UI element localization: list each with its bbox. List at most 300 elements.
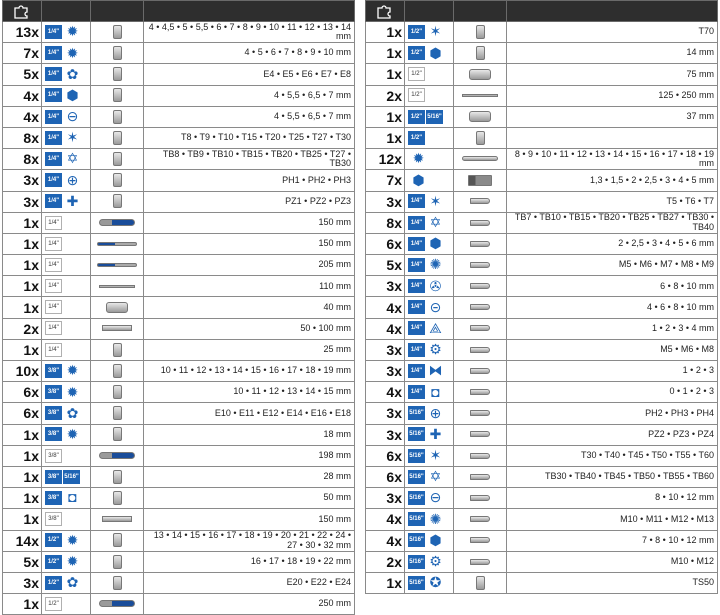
tool-image-cell	[454, 382, 507, 403]
tool-image-cell	[454, 318, 507, 339]
bit-image	[470, 304, 490, 310]
drive-cell	[42, 22, 91, 43]
drive-size-badge: 1/4"	[408, 216, 425, 230]
table-row	[366, 85, 718, 106]
ratchet-image	[99, 219, 135, 226]
quantity-cell: 12x	[366, 149, 405, 170]
socket-image	[476, 25, 485, 39]
tool-image-cell	[91, 530, 144, 551]
torx-plus-icon: ✪	[429, 574, 442, 591]
drive-cell	[405, 318, 454, 339]
quantity-cell: 1x	[3, 466, 42, 487]
drive-cell	[405, 382, 454, 403]
quantity-cell: 1x	[3, 276, 42, 297]
quantity-cell: 4x	[366, 297, 405, 318]
drive-size-badge: 1/4"	[408, 194, 425, 208]
size-spec-cell: 75 mm	[507, 64, 718, 85]
drive-size-badge: 1/4"	[408, 385, 425, 399]
spline-icon: ✺	[429, 256, 442, 273]
tool-image-cell	[454, 509, 507, 530]
drive-size-badge: 5/16"	[408, 555, 425, 569]
size-spec-cell: 250 mm	[144, 594, 355, 615]
tool-image-cell	[91, 191, 144, 212]
tool-image-cell	[454, 127, 507, 148]
table-row	[3, 106, 355, 127]
table-row	[366, 22, 718, 43]
socket-image	[113, 555, 122, 569]
quantity-cell: 8x	[3, 149, 42, 170]
tool-image-cell	[91, 85, 144, 106]
drive-size-badge: 1/2"	[408, 25, 425, 39]
drive-cell	[405, 85, 454, 106]
size-spec-cell: T70	[507, 22, 718, 43]
tri-point-icon: ⟁	[429, 319, 442, 336]
size-spec-cell: TB30 • TB40 • TB45 • TB50 • TB55 • TB60	[507, 466, 718, 487]
tool-image-cell	[454, 64, 507, 85]
size-spec-cell: 125 • 250 mm	[507, 85, 718, 106]
drive-cell	[405, 466, 454, 487]
tool-image-cell	[454, 170, 507, 191]
socket-image	[476, 131, 485, 145]
size-spec-cell: M10 • M11 • M12 • M13	[507, 509, 718, 530]
drive-size-badge: 5/16"	[408, 427, 425, 441]
drive-size-badge: 1/4"	[408, 364, 425, 378]
bar-image	[99, 285, 135, 288]
size-spec-cell: 14 mm	[507, 43, 718, 64]
tool-image-cell	[454, 233, 507, 254]
drive-size-badge: 1/4"	[45, 46, 62, 60]
size-spec-cell: 150 mm	[144, 212, 355, 233]
drive-size-badge: 1/4"	[45, 173, 62, 187]
table-row	[366, 64, 718, 85]
quantity-cell: 3x	[366, 403, 405, 424]
drive-size-badge: 5/16"	[408, 576, 425, 590]
size-spec-cell: PH1 • PH2 • PH3	[144, 170, 355, 191]
table-row	[366, 530, 718, 551]
table-header-row	[366, 1, 718, 22]
e-torx-icon: ✿	[66, 65, 79, 82]
size-spec-cell: 16 • 17 • 18 • 19 • 22 mm	[144, 551, 355, 572]
table-row	[366, 191, 718, 212]
drive-size-badge: 1/4"	[408, 343, 425, 357]
tool-image-cell	[454, 445, 507, 466]
quantity-cell: 8x	[3, 127, 42, 148]
quantity-cell: 1x	[366, 64, 405, 85]
drive-cell	[405, 361, 454, 382]
slotted-icon: ⊖	[66, 108, 79, 125]
drive-cell	[42, 488, 91, 509]
drive-cell	[42, 361, 91, 382]
torx-icon: ✶	[429, 192, 442, 209]
puzzle-piece-icon	[12, 3, 32, 19]
drive-size-badge: 1/2"	[408, 67, 425, 81]
socket-image	[113, 343, 122, 357]
tool-image-cell	[91, 22, 144, 43]
table-row	[3, 64, 355, 85]
drive-size-badge: 1/2"	[408, 131, 425, 145]
tool-image-cell	[454, 403, 507, 424]
size-spec-cell: 150 mm	[144, 509, 355, 530]
socket-image	[113, 427, 122, 441]
drive-size-badge: 1/4"	[45, 258, 62, 272]
12-point-icon: ✹	[66, 23, 79, 40]
table-row	[3, 255, 355, 276]
socket-image	[113, 152, 122, 166]
size-spec-cell: 4 • 6 • 8 • 10 mm	[507, 297, 718, 318]
drive-size-badge: 1/4"	[45, 67, 62, 81]
tool-image-cell	[91, 106, 144, 127]
tool-image-cell	[91, 43, 144, 64]
tool-image-cell	[91, 297, 144, 318]
table-row	[366, 466, 718, 487]
drive-size-badge: 1/4"	[45, 152, 62, 166]
adapter-size-badge: 5/16"	[426, 110, 443, 124]
drive-cell	[42, 127, 91, 148]
quantity-cell: 7x	[366, 170, 405, 191]
slotted-icon: ⊖	[429, 489, 442, 506]
table-row	[3, 445, 355, 466]
quantity-cell: 6x	[3, 403, 42, 424]
size-spec-cell: 4 • 5,5 • 6,5 • 7 mm	[144, 106, 355, 127]
drive-cell	[42, 297, 91, 318]
drive-size-badge: 1/2"	[45, 533, 62, 547]
wrench-image	[462, 156, 498, 161]
joint-image	[469, 69, 491, 80]
drive-size-badge: 1/4"	[45, 110, 62, 124]
size-spec-cell: 198 mm	[144, 445, 355, 466]
tool-image-cell	[91, 255, 144, 276]
drive-size-badge: 1/4"	[45, 321, 62, 335]
quantity-cell: 7x	[3, 43, 42, 64]
quantity-cell: 8x	[366, 212, 405, 233]
e-torx-icon: ✿	[66, 404, 79, 421]
header-drive-cell	[42, 1, 91, 22]
table-row	[3, 43, 355, 64]
table-row	[3, 551, 355, 572]
tool-image-cell	[91, 361, 144, 382]
tool-image-cell	[454, 572, 507, 593]
left-parts-table	[2, 0, 355, 615]
drive-size-badge: 1/4"	[408, 279, 425, 293]
tool-image-cell	[454, 466, 507, 487]
socket-image	[476, 576, 485, 590]
socket-image	[113, 491, 122, 505]
hex-icon: ⬢	[429, 44, 442, 61]
socket-image	[113, 470, 122, 484]
tri-wing-icon: ✇	[429, 277, 442, 294]
table-row	[3, 191, 355, 212]
xzn-icon: ⚙	[429, 341, 442, 358]
header-drive-cell	[405, 1, 454, 22]
12-point-icon: ✹	[66, 425, 79, 442]
socket-image	[113, 364, 122, 378]
drive-cell	[405, 509, 454, 530]
tool-image-cell	[454, 297, 507, 318]
drive-size-badge: 1/2"	[45, 576, 62, 590]
torx-security-icon: ✡	[429, 468, 442, 485]
drive-cell	[42, 106, 91, 127]
drive-size-badge: 1/2"	[45, 555, 62, 569]
size-spec-cell: M5 • M6 • M7 • M8 • M9	[507, 255, 718, 276]
tool-image-cell	[91, 403, 144, 424]
size-spec-cell: 28 mm	[144, 466, 355, 487]
table-row	[366, 149, 718, 170]
quantity-cell: 1x	[366, 106, 405, 127]
tool-image-cell	[454, 424, 507, 445]
drive-size-badge: 1/4"	[45, 279, 62, 293]
quantity-cell: 1x	[3, 488, 42, 509]
quantity-cell: 5x	[3, 551, 42, 572]
bit-image	[470, 368, 490, 374]
quantity-cell: 4x	[3, 85, 42, 106]
quantity-cell: 3x	[366, 424, 405, 445]
table-row	[366, 551, 718, 572]
table-row	[366, 445, 718, 466]
bit-image	[470, 283, 490, 289]
size-spec-cell: 10 • 11 • 12 • 13 • 14 • 15 mm	[144, 382, 355, 403]
drive-cell	[42, 276, 91, 297]
bit-image	[470, 431, 490, 437]
drive-cell	[405, 43, 454, 64]
socket-image	[113, 194, 122, 208]
quantity-cell: 1x	[3, 297, 42, 318]
socket-image	[113, 131, 122, 145]
quantity-cell: 6x	[366, 466, 405, 487]
size-spec-cell	[507, 127, 718, 148]
torx-icon: ✶	[66, 129, 79, 146]
drive-cell	[42, 339, 91, 360]
xzn-icon: ⚙	[429, 553, 442, 570]
size-spec-cell: 18 mm	[144, 424, 355, 445]
drive-cell	[42, 551, 91, 572]
drive-size-badge: 1/2"	[45, 597, 62, 611]
adapter-size-badge: 5/16"	[63, 470, 80, 484]
socket-image	[113, 88, 122, 102]
size-spec-cell: T30 • T40 • T45 • T50 • T55 • T60	[507, 445, 718, 466]
drive-cell	[42, 255, 91, 276]
tool-image-cell	[454, 361, 507, 382]
quantity-cell: 3x	[366, 276, 405, 297]
drive-cell	[42, 170, 91, 191]
drive-cell	[42, 85, 91, 106]
size-spec-cell: 7 • 8 • 10 • 12 mm	[507, 530, 718, 551]
drive-cell	[42, 318, 91, 339]
drive-cell	[405, 64, 454, 85]
quantity-cell: 1x	[3, 445, 42, 466]
quantity-cell: 3x	[366, 339, 405, 360]
size-spec-cell: T5 • T6 • T7	[507, 191, 718, 212]
quantity-cell: 4x	[366, 509, 405, 530]
spanner-icon: ⊝	[429, 298, 442, 315]
drive-size-badge: 1/2"	[408, 110, 425, 124]
size-spec-cell: E20 • E22 • E24	[144, 572, 355, 593]
tool-image-cell	[91, 572, 144, 593]
right-parts-table	[365, 0, 718, 594]
table-row	[366, 297, 718, 318]
quantity-cell: 13x	[3, 22, 42, 43]
quantity-cell: 1x	[3, 339, 42, 360]
drive-size-badge: 1/4"	[45, 216, 62, 230]
socket-image	[113, 67, 122, 81]
size-spec-cell: M10 • M12	[507, 551, 718, 572]
square-drive-icon: ◘	[68, 489, 77, 506]
drive-size-badge: 1/4"	[408, 321, 425, 335]
table-row	[366, 424, 718, 445]
tool-image-cell	[91, 127, 144, 148]
drive-cell	[42, 64, 91, 85]
tool-image-cell	[454, 276, 507, 297]
socket-image	[113, 25, 122, 39]
bit-image	[470, 325, 490, 331]
quantity-cell: 3x	[366, 488, 405, 509]
drive-cell	[42, 530, 91, 551]
size-spec-cell: 2 • 2,5 • 3 • 4 • 5 • 6 mm	[507, 233, 718, 254]
tool-image-cell	[454, 212, 507, 233]
size-spec-cell: 10 • 11 • 12 • 13 • 14 • 15 • 16 • 17 • 18 • 19 mm	[144, 361, 355, 382]
header-icon-cell	[366, 1, 405, 22]
table-row	[366, 212, 718, 233]
12-point-icon: ✹	[66, 44, 79, 61]
tool-image-cell	[454, 22, 507, 43]
table-row	[3, 149, 355, 170]
drive-cell	[42, 382, 91, 403]
size-spec-cell: 205 mm	[144, 255, 355, 276]
drive-cell	[42, 233, 91, 254]
tool-image-cell	[91, 594, 144, 615]
bit-image	[470, 241, 490, 247]
table-row	[3, 594, 355, 615]
size-spec-cell: E10 • E11 • E12 • E14 • E16 • E18	[144, 403, 355, 424]
bar-image	[462, 94, 498, 97]
drive-size-badge: 3/8"	[45, 449, 62, 463]
tool-image-cell	[91, 276, 144, 297]
12-point-icon: ✹	[66, 362, 79, 379]
extension-image	[102, 516, 132, 522]
drive-cell	[405, 572, 454, 593]
size-spec-cell: 6 • 8 • 10 mm	[507, 276, 718, 297]
size-spec-cell: 25 mm	[144, 339, 355, 360]
size-spec-cell: 110 mm	[144, 276, 355, 297]
header-spec-cell	[507, 1, 718, 22]
drive-size-badge: 3/8"	[45, 491, 62, 505]
table-row	[366, 127, 718, 148]
drive-size-badge: 1/4"	[45, 237, 62, 251]
drive-size-badge: 5/16"	[408, 533, 425, 547]
torx-icon: ✶	[429, 23, 442, 40]
size-spec-cell: 50 • 100 mm	[144, 318, 355, 339]
pozidriv-icon: ✚	[66, 192, 79, 209]
table-row	[3, 424, 355, 445]
drive-cell	[405, 106, 454, 127]
table-row	[366, 170, 718, 191]
12-point-icon: ✹	[66, 383, 79, 400]
table-row	[3, 318, 355, 339]
drive-size-badge: 3/8"	[45, 512, 62, 526]
header-tool-cell	[454, 1, 507, 22]
size-spec-cell: 4 • 5,5 • 6,5 • 7 mm	[144, 85, 355, 106]
table-row	[366, 403, 718, 424]
bit-image	[470, 198, 490, 204]
bit-image	[470, 410, 490, 416]
phillips-icon: ⊕	[66, 171, 79, 188]
table-row	[366, 255, 718, 276]
table-row	[3, 361, 355, 382]
drive-cell	[405, 339, 454, 360]
table-row	[366, 488, 718, 509]
drive-cell	[405, 191, 454, 212]
size-spec-cell: 50 mm	[144, 488, 355, 509]
size-spec-cell: PH2 • PH3 • PH4	[507, 403, 718, 424]
tool-image-cell	[91, 466, 144, 487]
header-tool-cell	[91, 1, 144, 22]
drive-cell	[42, 572, 91, 593]
socket-image	[113, 576, 122, 590]
drive-size-badge: 3/8"	[45, 385, 62, 399]
drive-cell	[42, 509, 91, 530]
quantity-cell: 1x	[3, 594, 42, 615]
bit-image	[470, 516, 490, 522]
table-header-row	[3, 1, 355, 22]
joint-image	[469, 111, 491, 122]
table-row	[366, 339, 718, 360]
drive-size-badge: 5/16"	[408, 512, 425, 526]
socket-image	[476, 46, 485, 60]
quantity-cell: 1x	[3, 424, 42, 445]
drive-cell	[42, 403, 91, 424]
tool-image-cell	[91, 424, 144, 445]
ratchet-image	[99, 452, 135, 459]
drive-size-badge: 1/4"	[45, 343, 62, 357]
tool-image-cell	[91, 170, 144, 191]
tool-image-cell	[454, 149, 507, 170]
quantity-cell: 10x	[3, 361, 42, 382]
drive-size-badge: 3/8"	[45, 364, 62, 378]
socket-image	[113, 533, 122, 547]
phillips-icon: ⊕	[429, 404, 442, 421]
drive-cell	[42, 424, 91, 445]
tool-image-cell	[91, 64, 144, 85]
table-row	[3, 509, 355, 530]
tool-image-cell	[454, 43, 507, 64]
quantity-cell: 2x	[366, 85, 405, 106]
table-row	[3, 382, 355, 403]
socket-image	[113, 110, 122, 124]
size-spec-cell: TB7 • TB10 • TB15 • TB20 • TB25 • TB27 • TB30 • TB40	[507, 212, 718, 233]
size-spec-cell: 40 mm	[144, 297, 355, 318]
table-row	[366, 276, 718, 297]
bit-image	[470, 453, 490, 459]
tool-image-cell	[454, 106, 507, 127]
quantity-cell: 4x	[3, 106, 42, 127]
table-row	[366, 318, 718, 339]
drive-size-badge: 1/2"	[408, 46, 425, 60]
table-row	[3, 466, 355, 487]
drive-cell	[405, 297, 454, 318]
drive-cell	[405, 276, 454, 297]
torx-security-icon: ✡	[66, 150, 79, 167]
size-spec-cell: 8 • 10 • 12 mm	[507, 488, 718, 509]
tool-image-cell	[454, 488, 507, 509]
quantity-cell: 1x	[366, 572, 405, 593]
size-spec-cell: 4 • 4,5 • 5 • 5,5 • 6 • 7 • 8 • 9 • 10 • 11 • 12 • 13 • 14 mm	[144, 22, 355, 43]
torx-security-icon: ✡	[429, 214, 442, 231]
tool-image-cell	[91, 382, 144, 403]
drive-cell	[405, 424, 454, 445]
quantity-cell: 1x	[3, 255, 42, 276]
12-point-icon: ✹	[66, 531, 79, 548]
size-spec-cell: E4 • E5 • E6 • E7 • E8	[144, 64, 355, 85]
quantity-cell: 6x	[366, 233, 405, 254]
